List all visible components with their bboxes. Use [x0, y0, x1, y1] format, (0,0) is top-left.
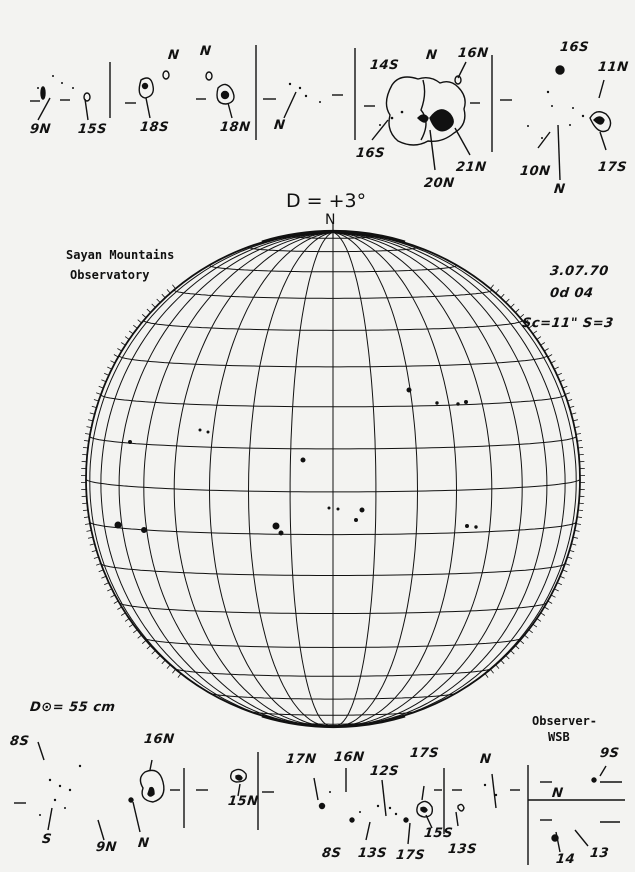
- group-label: 17S: [395, 848, 426, 863]
- group-label: 15N: [227, 794, 260, 809]
- seeing-conditions: Sc=11" S=3: [521, 316, 615, 331]
- group-label: 14S: [369, 58, 400, 73]
- observatory-name: Sayan Mountains: [66, 248, 175, 262]
- group-label: 17S: [597, 160, 628, 175]
- group-label: 13S: [357, 846, 388, 861]
- group-label: 16N: [457, 46, 490, 61]
- observation-time: 0d 04: [549, 286, 595, 301]
- group-label: 13S: [447, 842, 478, 857]
- group-label: 16N: [333, 750, 366, 765]
- group-label: 16S: [559, 40, 590, 55]
- group-label: 16S: [355, 146, 386, 161]
- group-label: N: [199, 44, 213, 59]
- group-label: 17S: [409, 746, 440, 761]
- group-label: 11N: [597, 60, 630, 75]
- group-label: N: [425, 48, 439, 63]
- observation-date: 3.07.70: [549, 264, 610, 279]
- group-label: 13: [589, 846, 610, 861]
- group-label: 18S: [139, 120, 170, 135]
- observatory-subtitle: Observatory: [70, 268, 150, 282]
- group-label: 17N: [285, 752, 318, 767]
- group-label: N: [273, 118, 287, 133]
- observer-initials: WSB: [548, 730, 570, 744]
- group-label: 21N: [455, 160, 488, 175]
- group-label: 12S: [369, 764, 400, 779]
- group-label: N: [553, 182, 567, 197]
- group-label: 15S: [423, 826, 454, 841]
- group-label: N: [167, 48, 181, 63]
- group-label: 20N: [423, 176, 456, 191]
- group-label: N: [137, 836, 151, 851]
- group-label: 18N: [219, 120, 252, 135]
- disk-diameter: D⊙= 55 cm: [29, 700, 117, 715]
- group-label: 10N: [519, 164, 552, 179]
- group-label: 9S: [599, 746, 621, 761]
- group-label: 8S: [321, 846, 343, 861]
- north-pole-label: N: [325, 212, 336, 228]
- group-label: S: [41, 832, 53, 847]
- declination-label: D = +3°: [286, 190, 367, 212]
- group-label: 16N: [143, 732, 176, 747]
- group-label: 14: [555, 852, 576, 867]
- group-label: 8S: [9, 734, 31, 749]
- group-label: N: [479, 752, 493, 767]
- observer-label: Observer-: [532, 714, 598, 728]
- group-label: 9N: [95, 840, 118, 855]
- group-label: N: [551, 786, 565, 801]
- group-label: 15S: [77, 122, 108, 137]
- group-label: 9N: [29, 122, 52, 137]
